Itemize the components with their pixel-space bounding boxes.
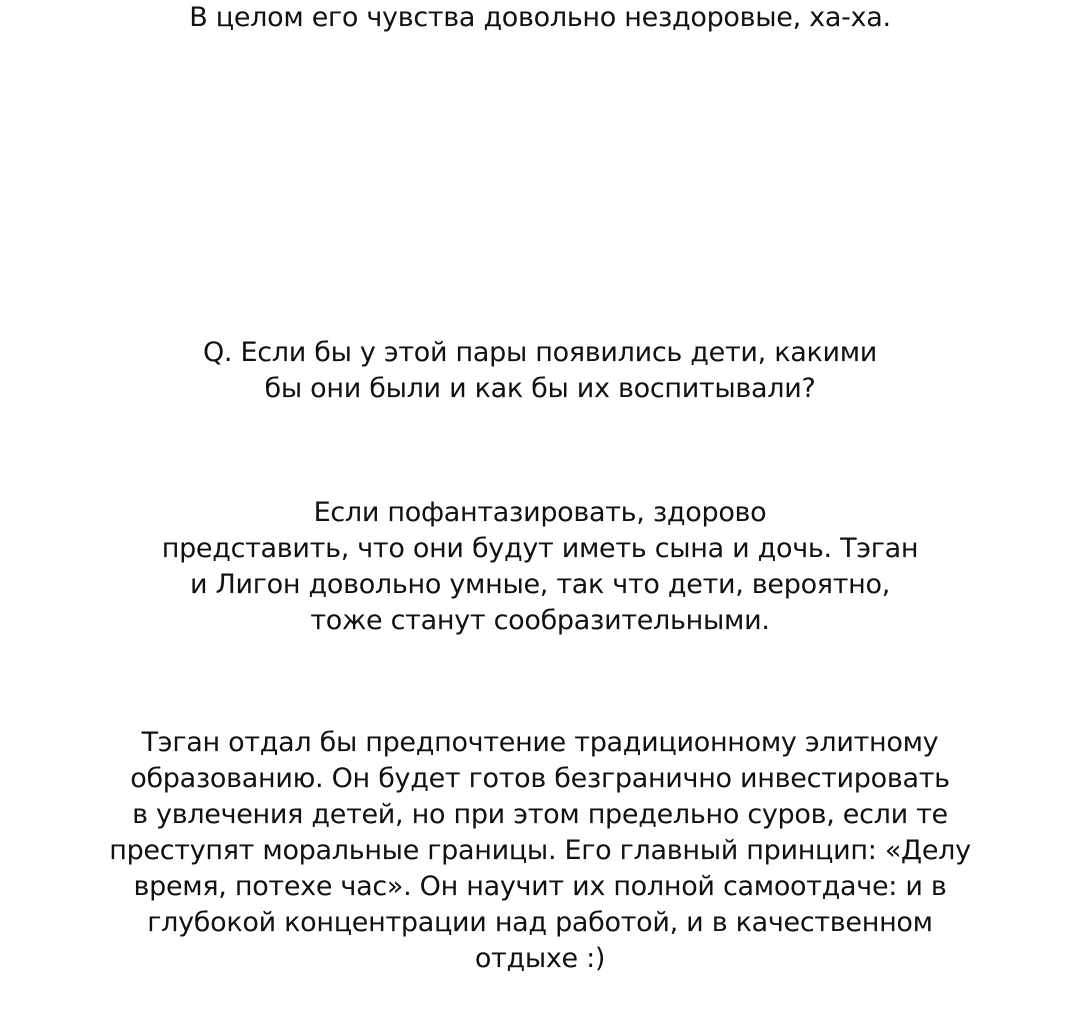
text-line: образованию. Он будет готов безгранично инвестировать — [130, 763, 950, 794]
text-line: отдыхе :) — [474, 943, 606, 974]
text-line: преступят моральные границы. Его главный принцип: «Делу — [109, 835, 971, 866]
text-line: время, потехе час». Он научит их полной самоотдаче: и в — [133, 871, 947, 902]
text-line: В целом его чувства довольно нездоровые, ха-ха. — [189, 2, 891, 33]
text-line: бы они были и как бы их воспитывали? — [264, 373, 816, 404]
text-line: представить, что они будут иметь сына и дочь. Тэган — [161, 533, 919, 564]
text-line: Q. Если бы у этой пары появились дети, какими — [202, 337, 878, 368]
text-line: в увлечения детей, но при этом предельно суров, если те — [132, 799, 948, 830]
text-line: тоже станут сообразительными. — [310, 605, 770, 636]
text-line: и Лигон довольно умные, так что дети, вероятно, — [189, 569, 891, 600]
text-line: глубокой концентрации над работой, и в качественном — [147, 907, 933, 938]
text-line: Если пофантазировать, здорово — [313, 497, 767, 528]
text-line: Тэган отдал бы предпочтение традиционному элитному — [141, 727, 939, 758]
